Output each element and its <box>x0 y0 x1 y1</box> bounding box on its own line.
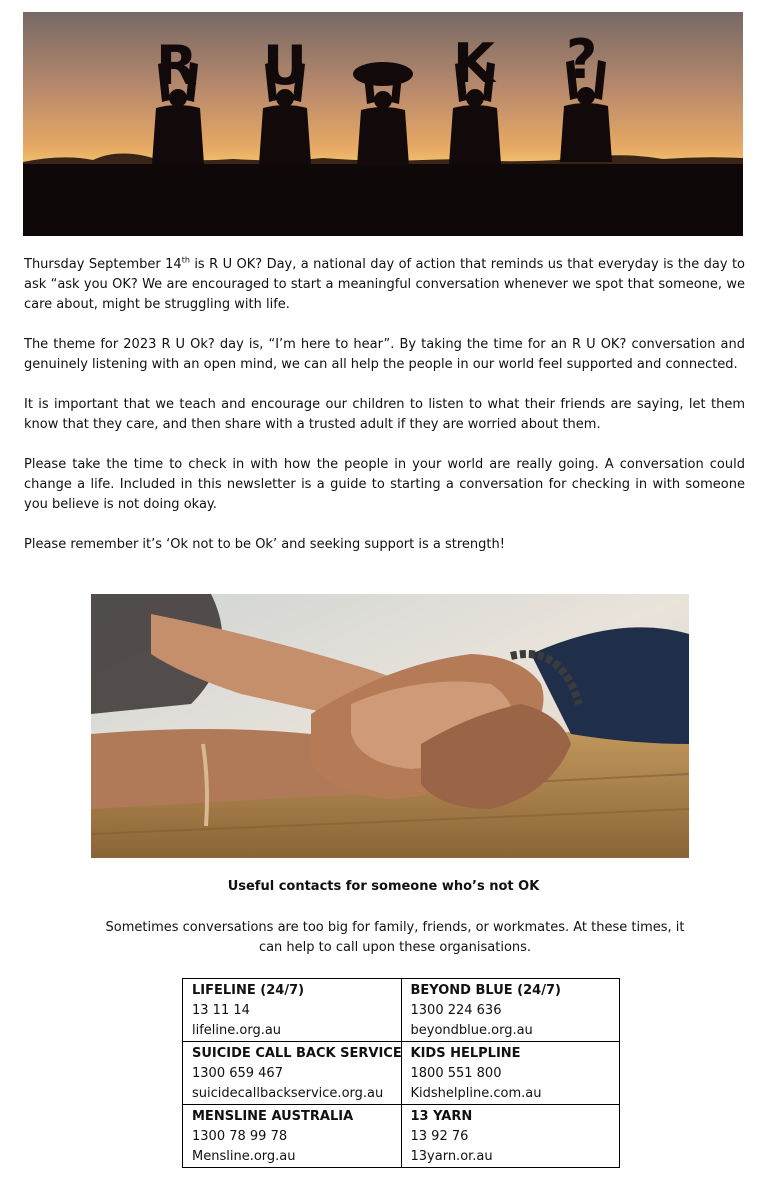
contacts-intro-line: can help to call upon these organisations. <box>258 940 532 955</box>
contact-cell-kids-helpline <box>401 1042 620 1105</box>
contact-name: LIFELINE (24/7) <box>192 983 305 998</box>
holding-hands-graphic <box>91 594 689 858</box>
contact-name: SUICIDE CALL BACK SERVICE <box>192 1046 402 1061</box>
contacts-intro <box>90 918 700 958</box>
contacts-heading: Useful contacts for someone who’s not OK <box>227 879 540 894</box>
contact-name: BEYOND BLUE (24/7) <box>410 983 561 998</box>
table-row <box>183 979 620 1042</box>
contacts-intro-line: Sometimes conversations are too big for family, friends, or workmates. At these times, it <box>105 920 685 935</box>
contact-name: KIDS HELPLINE <box>410 1046 521 1061</box>
article-body <box>24 255 745 575</box>
paragraph-children: It is important that we teach and encourage our children to listen to what their friends are saying, let them know that they care, and then share with a trusted adult if they are worried about them. <box>24 397 745 432</box>
holding-hands-image <box>91 594 689 858</box>
paragraph-theme: The theme for 2023 R U Ok? day is, “I’m here to hear”. By taking the time for an R U OK? conversation and genuinely listening with an open mind, we can all help the people in our world feel supported and connected. <box>24 337 745 372</box>
contact-website: suicidecallbackservice.org.au <box>192 1086 384 1101</box>
contacts-table <box>182 978 620 1168</box>
contact-phone: 1300 224 636 <box>410 1003 502 1018</box>
contact-website: lifeline.org.au <box>192 1023 282 1038</box>
banner-letter-k: K <box>453 32 495 95</box>
contact-phone: 1800 551 800 <box>410 1066 502 1081</box>
table-row <box>183 1105 620 1168</box>
contact-phone: 13 11 14 <box>192 1003 250 1018</box>
contact-website: beyondblue.org.au <box>410 1023 533 1038</box>
contact-cell-beyond-blue <box>401 979 620 1042</box>
table-row <box>183 1042 620 1105</box>
contact-website: Kidshelpline.com.au <box>410 1086 542 1101</box>
paragraph-reminder: Please remember it’s ‘Ok not to be Ok’ and seeking support is a strength! <box>24 537 505 552</box>
paragraph-intro: Thursday September 14th is R U OK? Day, a national day of action that reminds us that everyday is the day to ask “ask you OK? We are encouraged to start a meaningful conversation whenever we spot that someone, we care about, might be struggling with life. <box>24 255 745 312</box>
ruok-banner-image <box>23 12 743 236</box>
contact-phone: 1300 659 467 <box>192 1066 283 1081</box>
banner-letter-o-disc <box>353 62 413 86</box>
contact-phone: 13 92 76 <box>410 1129 469 1144</box>
paragraph-check-in: Please take the time to check in with how the people in your world are really going. A conversation could change a life. Included in this newsletter is a guide to starting a conversation for checking in with someone you believe is not doing okay. <box>24 457 745 512</box>
contact-website: 13yarn.or.au <box>410 1149 493 1164</box>
contact-cell-lifeline <box>183 979 402 1042</box>
banner-letter-r: R <box>156 34 198 97</box>
superscript-th: th <box>181 255 190 265</box>
contact-website: Mensline.org.au <box>192 1149 296 1164</box>
ruok-banner-graphic <box>23 12 743 236</box>
contact-cell-mensline <box>183 1105 402 1168</box>
contact-name: MENSLINE AUSTRALIA <box>192 1109 354 1124</box>
banner-letter-u: U <box>263 34 307 97</box>
contact-phone: 1300 78 99 78 <box>192 1129 288 1144</box>
banner-letter-question: ? <box>566 28 598 91</box>
contact-name: 13 YARN <box>410 1109 473 1124</box>
contact-cell-13-yarn <box>401 1105 620 1168</box>
contact-cell-suicide-call-back <box>183 1042 402 1105</box>
